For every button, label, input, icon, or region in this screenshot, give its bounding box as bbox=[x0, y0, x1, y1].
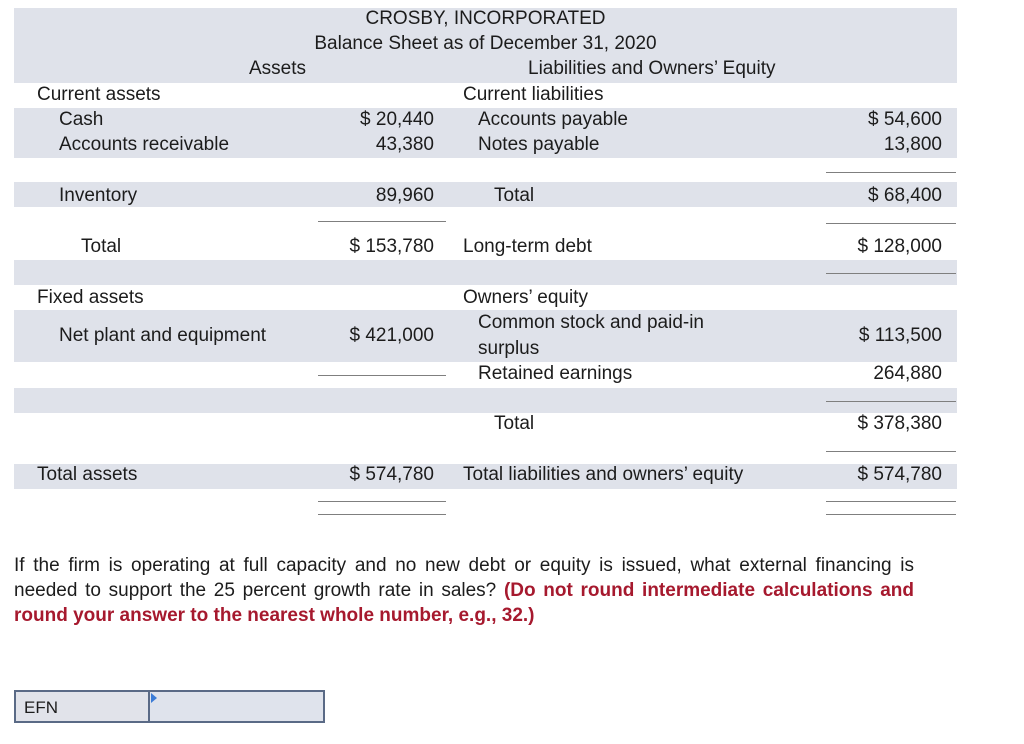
total-liabilities-label: Total liabilities and owners’ equity bbox=[463, 464, 744, 485]
ltd-label: Long-term debt bbox=[463, 236, 592, 257]
input-marker-icon bbox=[151, 693, 157, 703]
statement-title: Balance Sheet as of December 31, 2020 bbox=[314, 33, 657, 54]
owners-equity-label: Owners’ equity bbox=[463, 287, 588, 308]
npe-value: $ 421,000 bbox=[349, 325, 434, 346]
double-rule bbox=[826, 514, 956, 515]
subtotal-rule bbox=[826, 223, 956, 224]
subtotal-rule bbox=[318, 375, 446, 376]
question-instruction: (Do not round intermediate calculations and round your answer to the nearest whole number, e.g., 32.) bbox=[14, 580, 915, 626]
ar-value: 43,380 bbox=[375, 134, 434, 155]
total-assets-value: $ 574,780 bbox=[349, 464, 434, 485]
subtotal-rule bbox=[826, 401, 956, 402]
double-rule bbox=[826, 501, 956, 502]
double-rule bbox=[318, 501, 446, 502]
current-liabilities-total-value: $ 68,400 bbox=[868, 185, 942, 206]
common-stock-label: Common stock and paid-in bbox=[478, 312, 704, 333]
current-assets-label: Current assets bbox=[37, 84, 161, 105]
np-label: Notes payable bbox=[478, 134, 600, 155]
ltd-value: $ 128,000 bbox=[857, 236, 942, 257]
ar-label: Accounts receivable bbox=[59, 134, 230, 155]
subtotal-rule bbox=[826, 172, 956, 173]
fixed-assets-label: Fixed assets bbox=[37, 287, 144, 308]
liabilities-heading: Liabilities and Owners’ Equity bbox=[528, 58, 776, 79]
common-stock-value: $ 113,500 bbox=[858, 325, 942, 346]
ap-value: $ 54,600 bbox=[868, 109, 942, 130]
question-text bbox=[14, 553, 914, 628]
owners-equity-total-value: $ 378,380 bbox=[857, 413, 942, 434]
common-stock-label-cont: surplus bbox=[478, 338, 540, 359]
subtotal-rule bbox=[826, 273, 956, 274]
subtotal-rule bbox=[318, 221, 446, 222]
subtotal-rule bbox=[826, 451, 956, 452]
efn-input[interactable] bbox=[148, 690, 325, 723]
assets-heading: Assets bbox=[249, 58, 307, 79]
inventory-label: Inventory bbox=[59, 185, 138, 206]
owners-equity-total-label: Total bbox=[494, 413, 535, 434]
retained-earnings-label: Retained earnings bbox=[478, 363, 633, 384]
current-liabilities-total-label: Total bbox=[494, 185, 535, 206]
ap-label: Accounts payable bbox=[478, 109, 628, 130]
total-assets-label: Total assets bbox=[37, 464, 138, 485]
company-name: CROSBY, INCORPORATED bbox=[365, 8, 606, 29]
inventory-value: 89,960 bbox=[375, 185, 434, 206]
retained-earnings-value: 264,880 bbox=[873, 363, 942, 384]
current-liabilities-label: Current liabilities bbox=[463, 84, 604, 105]
row-band bbox=[14, 260, 957, 285]
cash-value: $ 20,440 bbox=[360, 109, 434, 130]
npe-label: Net plant and equipment bbox=[59, 325, 267, 346]
current-assets-total-value: $ 153,780 bbox=[349, 236, 434, 257]
row-band bbox=[14, 388, 957, 413]
double-rule bbox=[318, 514, 446, 515]
np-value: 13,800 bbox=[883, 134, 942, 155]
efn-label: EFN bbox=[14, 690, 148, 723]
question-body: If the firm is operating at full capacity and no new debt or equity is issued, what external financing is needed to support the 25 percent growth rate in sales? bbox=[14, 555, 914, 601]
total-liabilities-value: $ 574,780 bbox=[857, 464, 942, 485]
current-assets-total-label: Total bbox=[81, 236, 122, 257]
cash-label: Cash bbox=[59, 109, 104, 130]
